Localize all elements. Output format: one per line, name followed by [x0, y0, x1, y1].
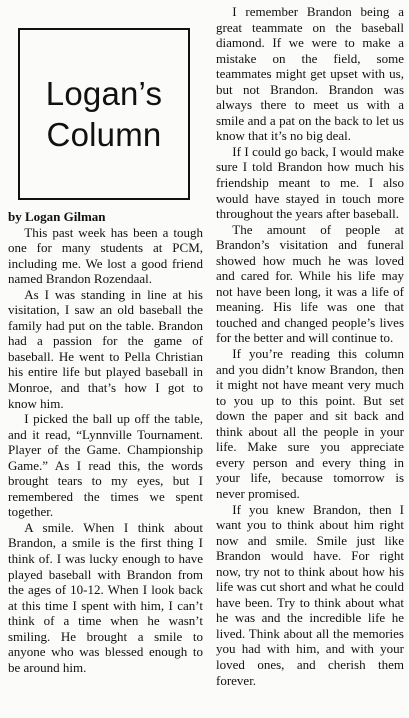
title-line-1: Logan’s [45, 75, 163, 112]
title-line-2: Column [46, 116, 162, 153]
article-paragraph: If you knew Brandon, then I want you to think about him right now and smile. Smile just like Brandon would have. For right now, try not to think about how his life was cut short and what he could have been. Try to think about what he was and the incredible life he lived. Think about all the memories you had with him, and with your loved ones, and cherish them forever. [216, 501, 404, 688]
left-column [8, 0, 203, 718]
column-title [46, 73, 162, 155]
byline: by Logan Gilman [8, 209, 106, 224]
column-title-box [18, 28, 190, 200]
article-paragraph: I remember Brandon being a great teammate on the baseball diamond. If we were to make a mistake on the field, some teammates might get upset with us, but not Brandon. Brandon was always there to meet us with a smile and a pat on the back to let us know that it’s no big deal. [216, 4, 404, 144]
article-paragraph: A smile. When I think about Brandon, a smile is the first thing I think of. I was lucky enough to have played baseball with Brandon from the ages of 10-12. When I look back at this time I spent with him, I can’t think of a time when he wasn’t smiling. He brought a smile to anyone who was blessed enough to be around him. [8, 519, 203, 675]
article-paragraph: If I could go back, I would make sure I told Brandon how much his friendship meant to me. I also would have stayed in touch more throughout the years after baseball. [216, 143, 404, 222]
right-column [216, 0, 404, 718]
article-paragraph: If you’re reading this column and you didn’t know Brandon, then it might not have meant very much to you up to this point. But set down the paper and sit back and think about all the people in your life. Make sure you appreciate every person and every thing in your life, because tomorrow is never promised. [216, 346, 404, 501]
article-paragraph: As I was standing in line at his visitation, I saw an old baseball the family had put on the table. Brandon had a passion for the game of baseball. He went to Pella Christian his entire life but played baseball in Monroe, and that’s how I got to know him. [8, 286, 203, 411]
article-paragraph: The amount of people at Brandon’s visitation and funeral showed how much he was loved and cared for. While his life may not have been long, it was a life of meaning. His life was one that touched and changed people’s lives for the better and will continue to. [216, 221, 404, 346]
article-paragraph: I picked the ball up off the table, and it read, “Lynnville Tournament. Player of the Game. Championship Game.” As I read this, the words brought tears to my eyes, but I remembered the times we spent together. [8, 411, 203, 520]
article-paragraph: This past week has been a tough one for many students at PCM, including me. We lost a good friend named Brandon Rozendaal. [8, 224, 203, 287]
